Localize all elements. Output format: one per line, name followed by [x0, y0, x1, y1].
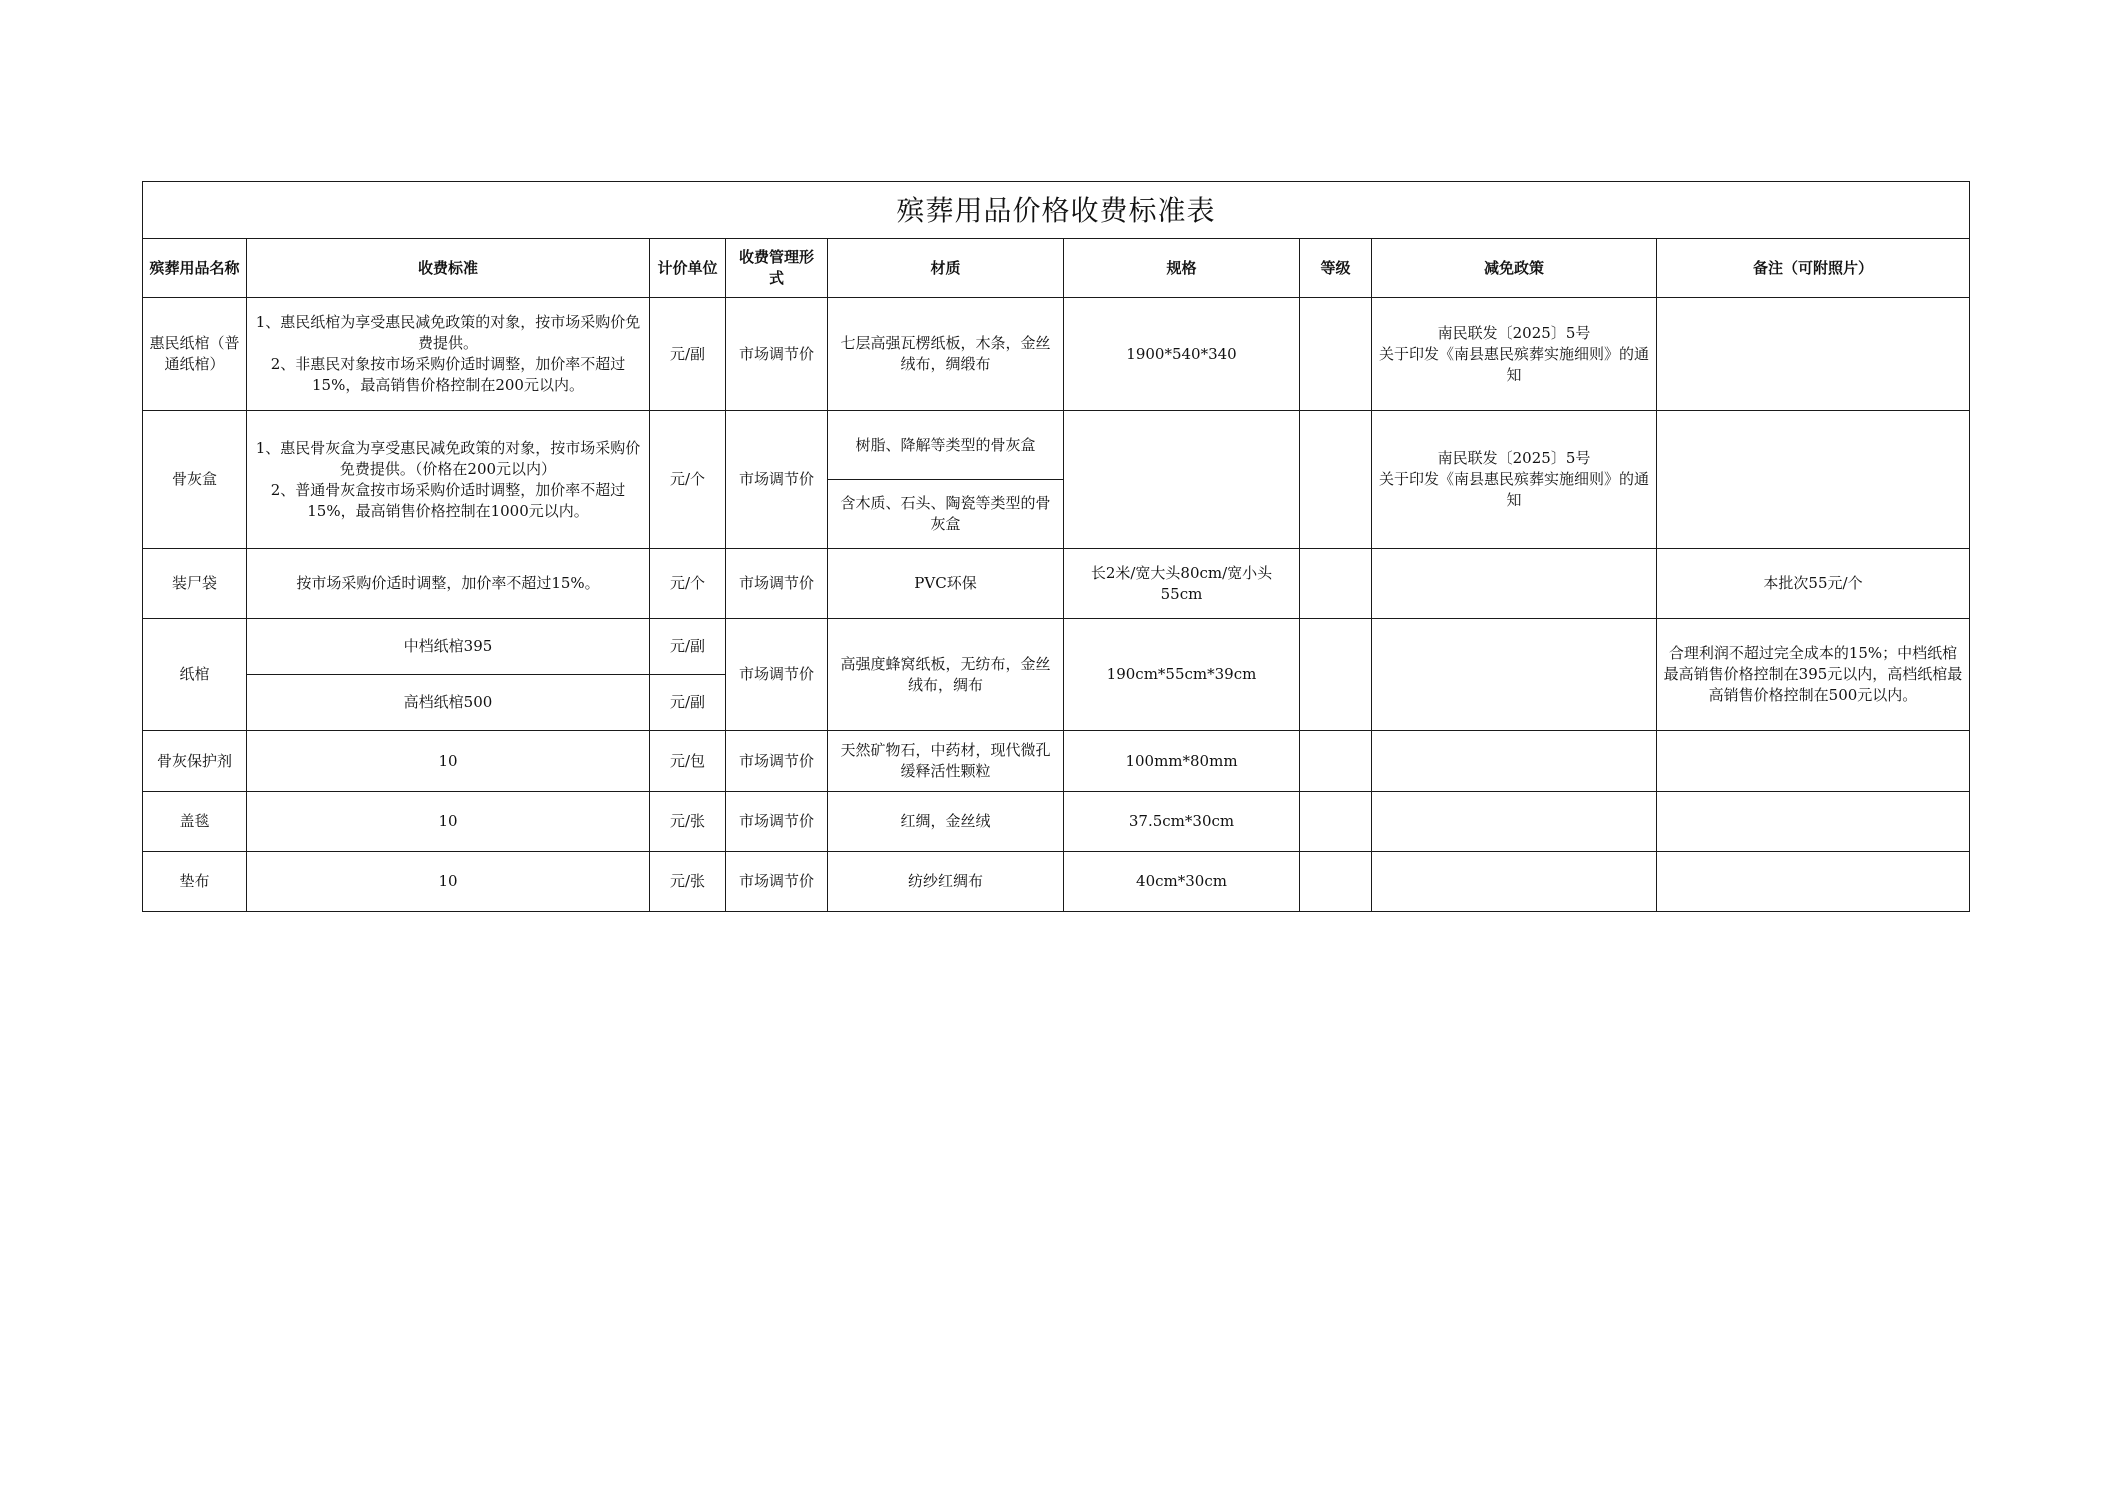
- price-standard-table: [142, 181, 1970, 912]
- cell-material: 含木质、石头、陶瓷等类型的骨灰盒: [828, 480, 1064, 549]
- table-row: [143, 731, 1970, 792]
- table-row: [143, 852, 1970, 912]
- cell-grade: [1300, 549, 1372, 619]
- cell-remark: 合理利润不超过完全成本的15%；中档纸棺最高销售价格控制在395元以内，高档纸棺最高销售价格控制在500元以内。: [1657, 619, 1970, 731]
- cell-name: 纸棺: [143, 619, 247, 731]
- cell-name: 装尸袋: [143, 549, 247, 619]
- cell-remark: [1657, 298, 1970, 411]
- table-row: [143, 619, 1970, 675]
- cell-unit: 元/副: [650, 675, 726, 731]
- cell-standard: 10: [247, 792, 650, 852]
- cell-remark: 本批次55元/个: [1657, 549, 1970, 619]
- cell-policy: [1372, 549, 1657, 619]
- cell-standard: 10: [247, 731, 650, 792]
- cell-spec: 40cm*30cm: [1064, 852, 1300, 912]
- table-row: [143, 298, 1970, 411]
- cell-name: 垫布: [143, 852, 247, 912]
- cell-management: 市场调节价: [726, 792, 828, 852]
- cell-grade: [1300, 411, 1372, 549]
- cell-unit: 元/副: [650, 619, 726, 675]
- cell-remark: [1657, 411, 1970, 549]
- cell-management: 市场调节价: [726, 852, 828, 912]
- cell-grade: [1300, 298, 1372, 411]
- cell-grade: [1300, 852, 1372, 912]
- cell-policy: [1372, 792, 1657, 852]
- table-row: [143, 549, 1970, 619]
- header-row: [143, 239, 1970, 298]
- table-row: [143, 411, 1970, 480]
- cell-standard: 按市场采购价适时调整，加价率不超过15%。: [247, 549, 650, 619]
- policy-doc-title: 关于印发《南县惠民殡葬实施细则》的通知: [1378, 470, 1649, 509]
- cell-spec: 100mm*80mm: [1064, 731, 1300, 792]
- cell-remark: [1657, 852, 1970, 912]
- header-standard: 收费标准: [247, 239, 650, 298]
- cell-standard: 高档纸棺500: [247, 675, 650, 731]
- cell-policy: [1372, 411, 1657, 549]
- cell-remark: [1657, 731, 1970, 792]
- cell-material: 七层高强瓦楞纸板，木条，金丝绒布，绸缎布: [828, 298, 1064, 411]
- header-policy: 减免政策: [1372, 239, 1657, 298]
- cell-management: 市场调节价: [726, 731, 828, 792]
- policy-doc-title: 关于印发《南县惠民殡葬实施细则》的通知: [1378, 344, 1649, 384]
- cell-spec: 长2米/宽大头80cm/宽小头55cm: [1064, 549, 1300, 619]
- cell-management: 市场调节价: [726, 298, 828, 411]
- cell-policy: [1372, 619, 1657, 731]
- cell-unit: 元/个: [650, 549, 726, 619]
- cell-policy: [1372, 852, 1657, 912]
- table-title: 殡葬用品价格收费标准表: [143, 182, 1970, 239]
- header-unit: 计价单位: [650, 239, 726, 298]
- cell-management: 市场调节价: [726, 619, 828, 731]
- standard-line-2: 2、普通骨灰盒按市场采购价适时调整，加价率不超过15%，最高销售价格控制在1000元以内。: [270, 480, 626, 520]
- cell-material: 高强度蜂窝纸板，无纺布，金丝绒布，绸布: [828, 619, 1064, 731]
- cell-grade: [1300, 731, 1372, 792]
- cell-unit: 元/个: [650, 411, 726, 549]
- cell-name: 惠民纸棺（普通纸棺）: [143, 298, 247, 411]
- cell-standard: [247, 411, 650, 549]
- cell-name: 骨灰盒: [143, 411, 247, 549]
- cell-standard: 中档纸棺395: [247, 619, 650, 675]
- cell-spec: 37.5cm*30cm: [1064, 792, 1300, 852]
- cell-grade: [1300, 619, 1372, 731]
- standard-line-2: 2、非惠民对象按市场采购价适时调整，加价率不超过15%，最高销售价格控制在200元以内。: [270, 355, 626, 394]
- cell-unit: 元/包: [650, 731, 726, 792]
- cell-material: 树脂、降解等类型的骨灰盒: [828, 411, 1064, 480]
- cell-name: 盖毯: [143, 792, 247, 852]
- cell-standard: 10: [247, 852, 650, 912]
- cell-management: 市场调节价: [726, 549, 828, 619]
- cell-policy: [1372, 298, 1657, 411]
- cell-spec: [1064, 411, 1300, 549]
- header-remark: 备注（可附照片）: [1657, 239, 1970, 298]
- cell-management: 市场调节价: [726, 411, 828, 549]
- header-material: 材质: [828, 239, 1064, 298]
- header-name: 殡葬用品名称: [143, 239, 247, 298]
- table-row: [143, 792, 1970, 852]
- cell-unit: 元/张: [650, 852, 726, 912]
- cell-unit: 元/张: [650, 792, 726, 852]
- cell-material: 天然矿物石，中药材，现代微孔缓释活性颗粒: [828, 731, 1064, 792]
- standard-line-1: 1、惠民骨灰盒为享受惠民减免政策的对象，按市场采购价免费提供。（价格在200元以内）: [255, 438, 641, 478]
- cell-material: 红绸，金丝绒: [828, 792, 1064, 852]
- title-row: [143, 182, 1970, 239]
- cell-unit: 元/副: [650, 298, 726, 411]
- cell-policy: [1372, 731, 1657, 792]
- header-spec: 规格: [1064, 239, 1300, 298]
- cell-name: 骨灰保护剂: [143, 731, 247, 792]
- cell-remark: [1657, 792, 1970, 852]
- policy-doc-number: 南民联发〔2025〕5号: [1437, 323, 1591, 342]
- cell-material: 纺纱红绸布: [828, 852, 1064, 912]
- header-management: 收费管理形式: [726, 239, 828, 298]
- cell-spec: 1900*540*340: [1064, 298, 1300, 411]
- cell-material: PVC环保: [828, 549, 1064, 619]
- cell-spec: 190cm*55cm*39cm: [1064, 619, 1300, 731]
- header-grade: 等级: [1300, 239, 1372, 298]
- cell-standard: [247, 298, 650, 411]
- standard-line-1: 1、惠民纸棺为享受惠民减免政策的对象，按市场采购价免费提供。: [255, 313, 641, 352]
- policy-doc-number: 南民联发〔2025〕5号: [1437, 449, 1591, 467]
- cell-grade: [1300, 792, 1372, 852]
